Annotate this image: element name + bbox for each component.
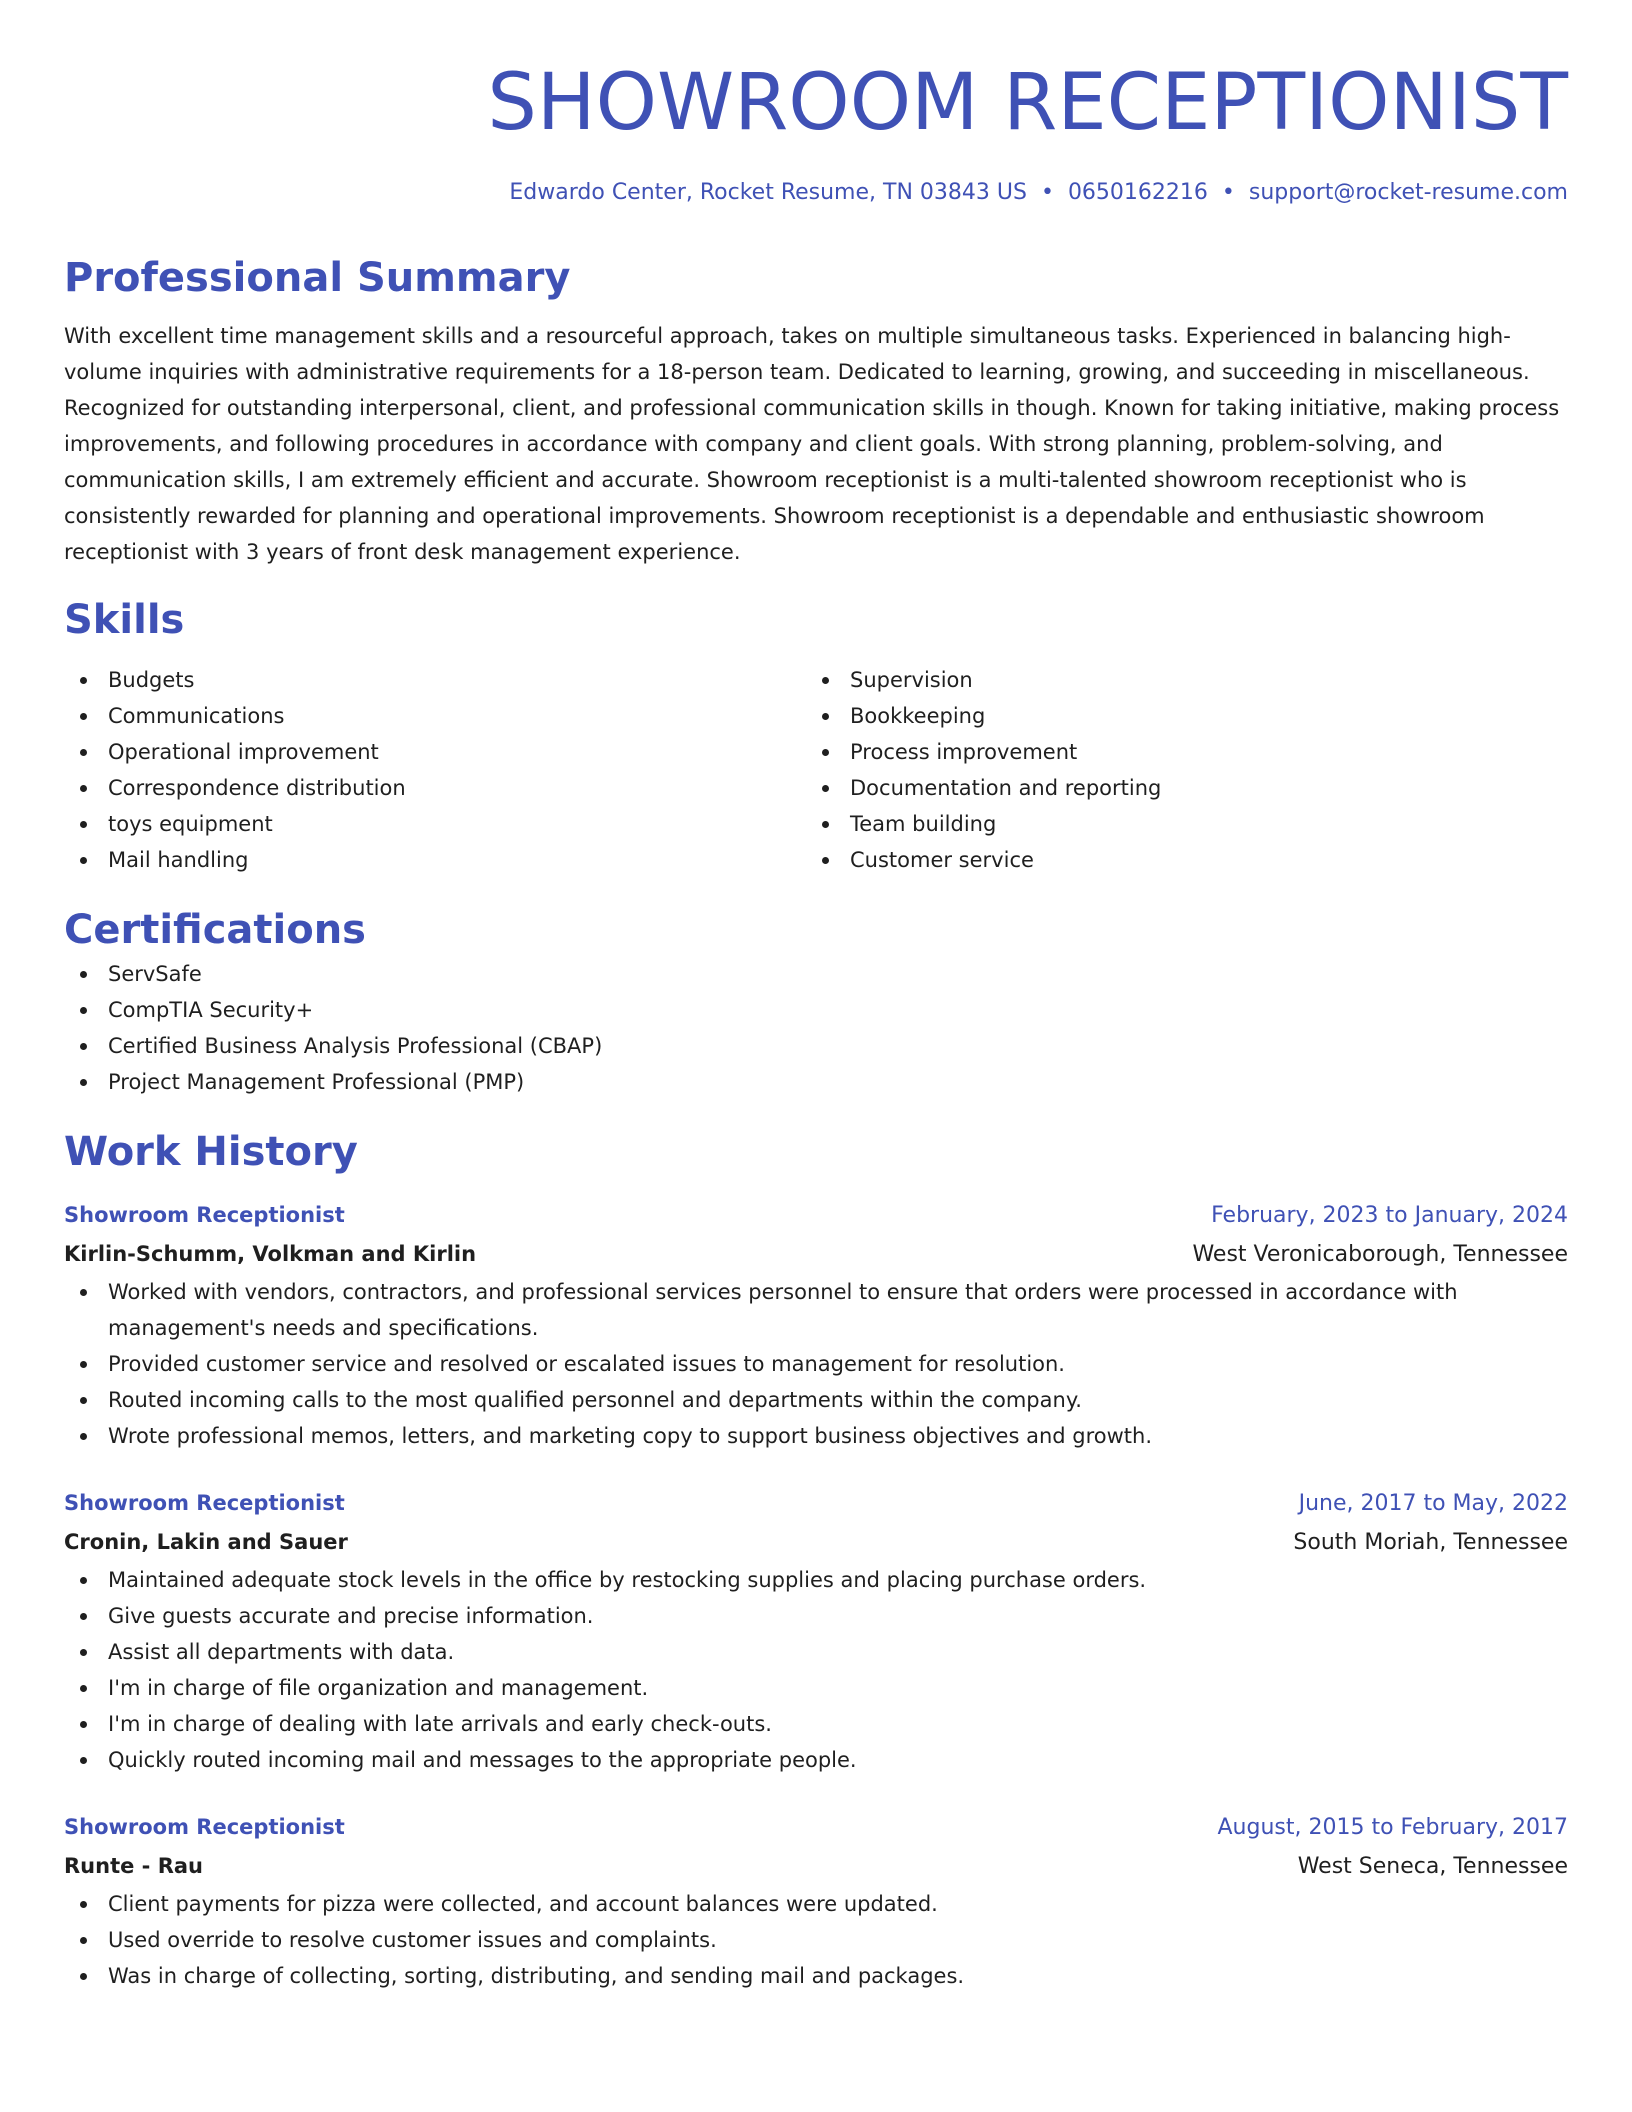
skills-heading: Skills xyxy=(64,597,185,643)
job-entry xyxy=(64,1808,1568,1994)
job-duties-list xyxy=(64,1886,1568,1994)
summary-text: With excellent time management skills and a resourceful approach, takes on multiple simultaneous tasks. Experienced in balancing high-volume inquiries with administrative requirements for a 18-person team. Dedicated to learning, growing, and succeeding in miscellaneous. Recognized for outstanding interpersonal, client, and professional communication skills in though. Known for taking initiative, making process improvements, and following procedures in accordance with company and client goals. With strong planning, problem-solving, and communication skills, I am extremely efficient and accurate. Showroom receptionist is a multi-talented showroom receptionist who is consistently rewarded for planning and operational improvements. Showroom receptionist is a dependable and enthusiastic showroom receptionist with 3 years of front desk management experience. xyxy=(64,324,1560,564)
skills-list-left xyxy=(64,662,806,878)
certification-item: Certified Business Analysis Professional (CBAP) xyxy=(64,1028,1568,1064)
skills-column-left xyxy=(64,662,806,878)
job-company: Kirlin-Schumm, Volkman and Kirlin xyxy=(64,1242,477,1266)
certifications-list xyxy=(64,956,1568,1100)
contact-separator: • xyxy=(1221,180,1235,205)
job-title: Showroom Receptionist xyxy=(64,1491,345,1515)
job-duty-item: Wrote professional memos, letters, and marketing copy to support business objectives and growth. xyxy=(64,1418,1568,1454)
contact-line xyxy=(64,178,1568,208)
contact-separator: • xyxy=(1040,180,1054,205)
job-duty-item: I'm in charge of dealing with late arrivals and early check-outs. xyxy=(64,1706,1568,1742)
skill-item: Customer service xyxy=(806,842,1548,878)
job-header-row xyxy=(64,1484,1568,1523)
skills-column-right xyxy=(806,662,1548,878)
certifications-heading: Certifications xyxy=(64,907,366,953)
job-duty-item: Maintained adequate stock levels in the office by restocking supplies and placing purchase orders. xyxy=(64,1562,1568,1598)
job-dates: August, 2015 to February, 2017 xyxy=(1217,1815,1568,1840)
skill-item: Operational improvement xyxy=(64,734,806,770)
job-duty-item: Client payments for pizza were collected, and account balances were updated. xyxy=(64,1886,1568,1922)
job-location: West Seneca, Tennessee xyxy=(1297,1854,1568,1879)
job-employer-row xyxy=(64,1235,1568,1274)
job-employer-row xyxy=(64,1847,1568,1886)
skill-item: Process improvement xyxy=(806,734,1548,770)
job-header-row xyxy=(64,1196,1568,1235)
job-header-row xyxy=(64,1808,1568,1847)
skills-list-right xyxy=(806,662,1548,878)
skill-item: Correspondence distribution xyxy=(64,770,806,806)
job-title: Showroom Receptionist xyxy=(64,1203,345,1227)
job-company: Runte - Rau xyxy=(64,1854,203,1878)
skill-item: Mail handling xyxy=(64,842,806,878)
job-title: Showroom Receptionist xyxy=(64,1815,345,1839)
job-dates: February, 2023 to January, 2024 xyxy=(1211,1203,1568,1228)
summary-heading: Professional Summary xyxy=(64,255,571,301)
job-duty-item: I'm in charge of file organization and management. xyxy=(64,1670,1568,1706)
contact-email: support@rocket-resume.com xyxy=(1248,180,1568,205)
job-duty-item: Routed incoming calls to the most qualified personnel and departments within the company. xyxy=(64,1382,1568,1418)
certification-item: ServSafe xyxy=(64,956,1568,992)
skill-item: Supervision xyxy=(806,662,1548,698)
certification-item: CompTIA Security+ xyxy=(64,992,1568,1028)
job-location: West Veronicaborough, Tennessee xyxy=(1192,1242,1568,1267)
job-duty-item: Used override to resolve customer issues and complaints. xyxy=(64,1922,1568,1958)
contact-phone: 0650162216 xyxy=(1067,180,1208,205)
job-location: South Moriah, Tennessee xyxy=(1293,1530,1568,1555)
skill-item: Communications xyxy=(64,698,806,734)
job-duty-item: Worked with vendors, contractors, and professional services personnel to ensure that orders were processed in accordance with management's needs and specifications. xyxy=(64,1274,1568,1346)
skill-item: Bookkeeping xyxy=(806,698,1548,734)
job-entry xyxy=(64,1196,1568,1454)
job-duty-item: Provided customer service and resolved or escalated issues to management for resolution. xyxy=(64,1346,1568,1382)
job-employer-row xyxy=(64,1523,1568,1562)
job-duty-item: Give guests accurate and precise information. xyxy=(64,1598,1568,1634)
skill-item: toys equipment xyxy=(64,806,806,842)
job-duties-list xyxy=(64,1562,1568,1778)
skills-grid xyxy=(64,662,1568,878)
work-history-heading: Work History xyxy=(64,1129,358,1175)
job-entry xyxy=(64,1484,1568,1778)
job-duty-item: Quickly routed incoming mail and messages to the appropriate people. xyxy=(64,1742,1568,1778)
job-dates: June, 2017 to May, 2022 xyxy=(1298,1491,1568,1516)
skill-item: Budgets xyxy=(64,662,806,698)
job-company: Cronin, Lakin and Sauer xyxy=(64,1530,348,1554)
contact-address: Edwardo Center, Rocket Resume, TN 03843 US xyxy=(509,180,1027,205)
job-duties-list xyxy=(64,1274,1568,1454)
skill-item: Team building xyxy=(806,806,1548,842)
skill-item: Documentation and reporting xyxy=(806,770,1548,806)
certification-item: Project Management Professional (PMP) xyxy=(64,1064,1568,1100)
job-duty-item: Was in charge of collecting, sorting, distributing, and sending mail and packages. xyxy=(64,1958,1568,1994)
job-duty-item: Assist all departments with data. xyxy=(64,1634,1568,1670)
resume-title: SHOWROOM RECEPTIONIST xyxy=(487,58,1568,148)
